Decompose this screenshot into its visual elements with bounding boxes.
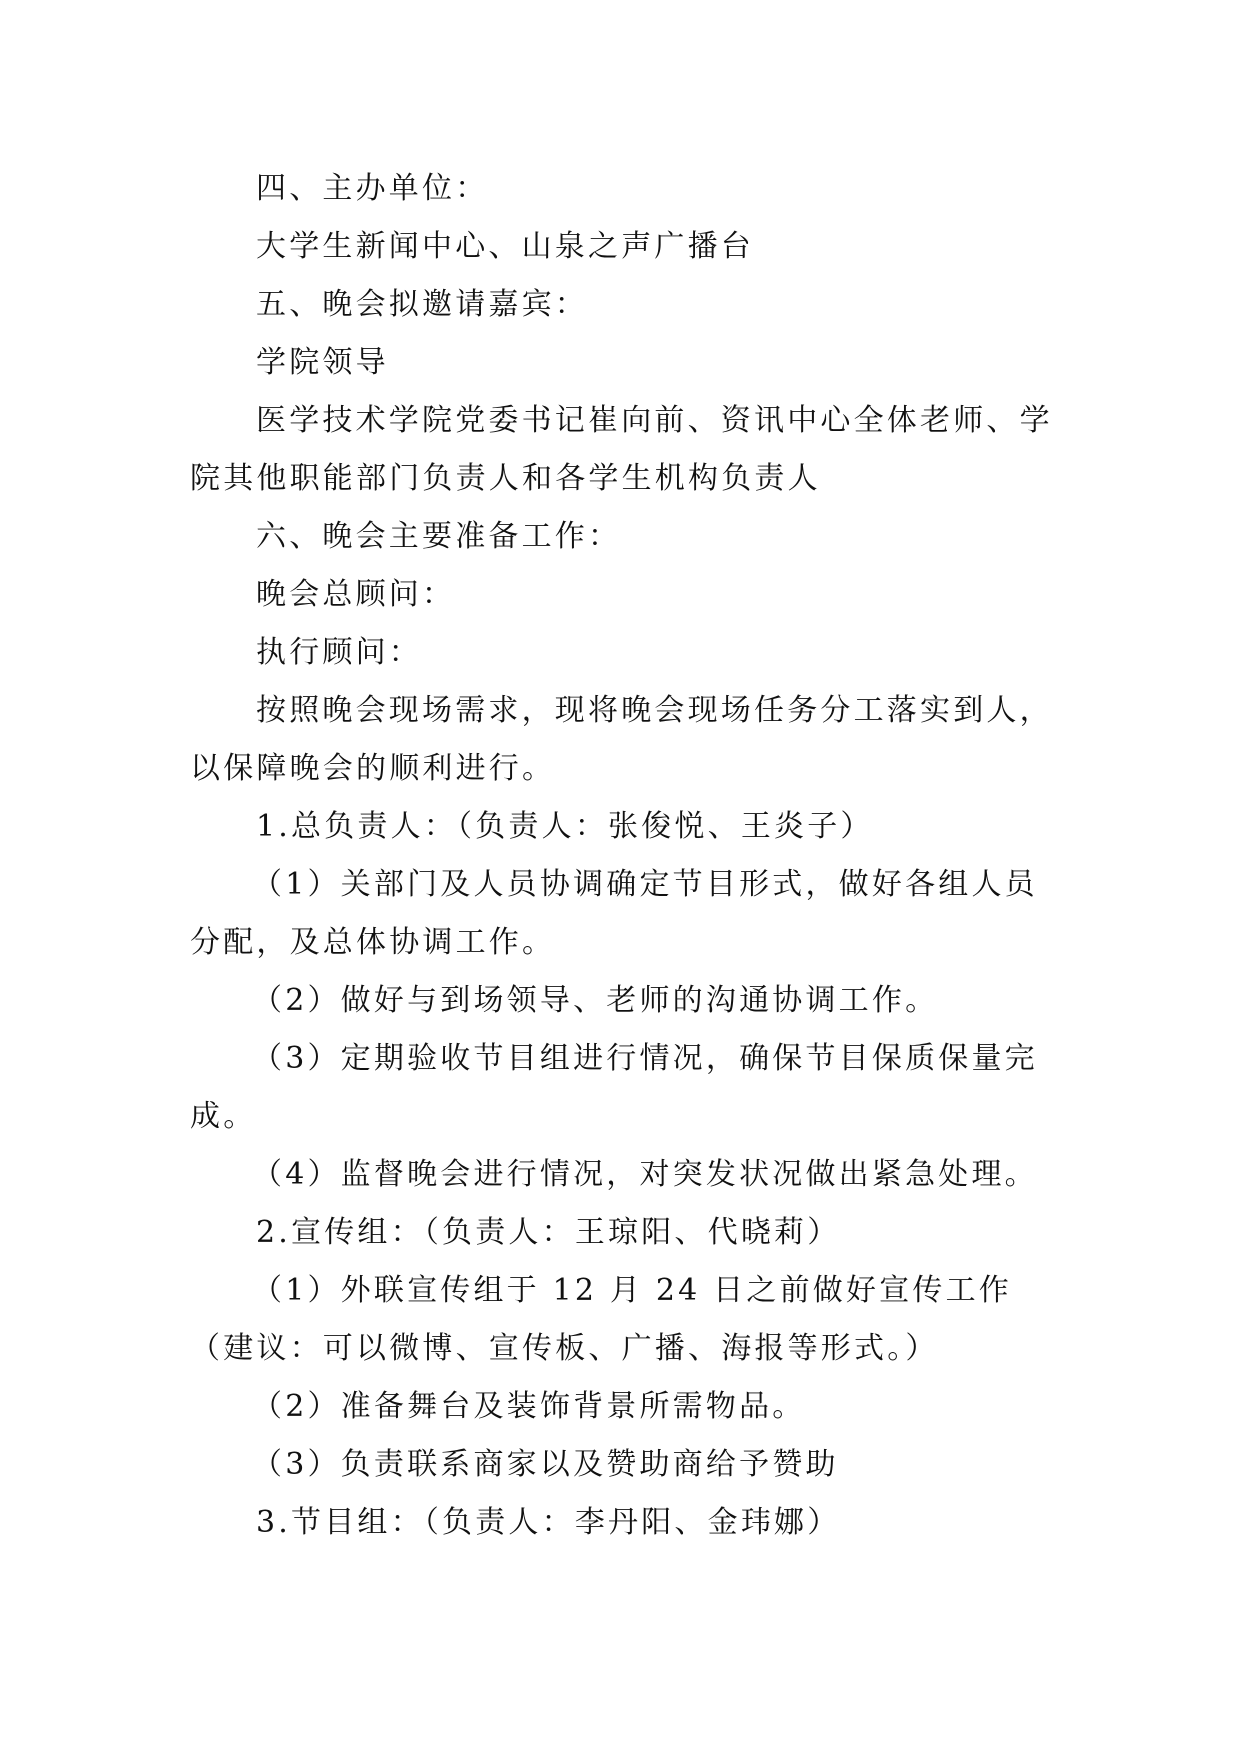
general-duty-2: （2）做好与到场领导、老师的沟通协调工作。 [252, 983, 939, 1018]
organizer-text: 大学生新闻中心、山泉之声广播台 [256, 229, 754, 264]
chief-advisor-line: 晚会总顾问： [256, 577, 456, 612]
guests-category: 学院领导 [256, 345, 389, 380]
guests-list: 医学技术学院党委书记崔向前、资讯中心全体老师、学院其他职能部门负责人和各学生机构负责人 [190, 403, 1053, 496]
general-duty-1: （1）关部门及人员协调确定节目形式，做好各组人员分配，及总体协调工作。 [190, 867, 1038, 960]
section-heading-preparation: 六、晚会主要准备工作： [256, 519, 622, 554]
publicity-duty-1: （1）外联宣传组于 12 月 24 日之前做好宣传工作（建议：可以微博、宣传板、广播、海报等形式。） [190, 1273, 1012, 1366]
group-heading-program: 3.节目组：（负责人：李丹阳、金玮娜） [256, 1505, 841, 1540]
general-duty-4: （4）监督晚会进行情况，对突发状况做出紧急处理。 [252, 1157, 1038, 1192]
group-heading-publicity: 2.宣传组：（负责人：王琼阳、代晓莉） [256, 1215, 841, 1250]
section-heading-guests: 五、晚会拟邀请嘉宾： [256, 287, 588, 322]
executive-advisor-line: 执行顾问： [256, 635, 422, 670]
general-duty-3: （3）定期验收节目组进行情况，确保节目保质保量完成。 [190, 1041, 1038, 1134]
group-heading-general: 1.总负责人：（负责人：张俊悦、王炎子） [256, 809, 874, 844]
publicity-duty-2: （2）准备舞台及装饰背景所需物品。 [252, 1389, 806, 1424]
document-body [190, 160, 1060, 1552]
publicity-duty-3: （3）负责联系商家以及赞助商给予赞助 [252, 1447, 839, 1482]
section-heading-organizer: 四、主办单位： [256, 171, 489, 206]
task-assignment-intro: 按照晚会现场需求，现将晚会现场任务分工落实到人，以保障晚会的顺利进行。 [190, 693, 1053, 786]
